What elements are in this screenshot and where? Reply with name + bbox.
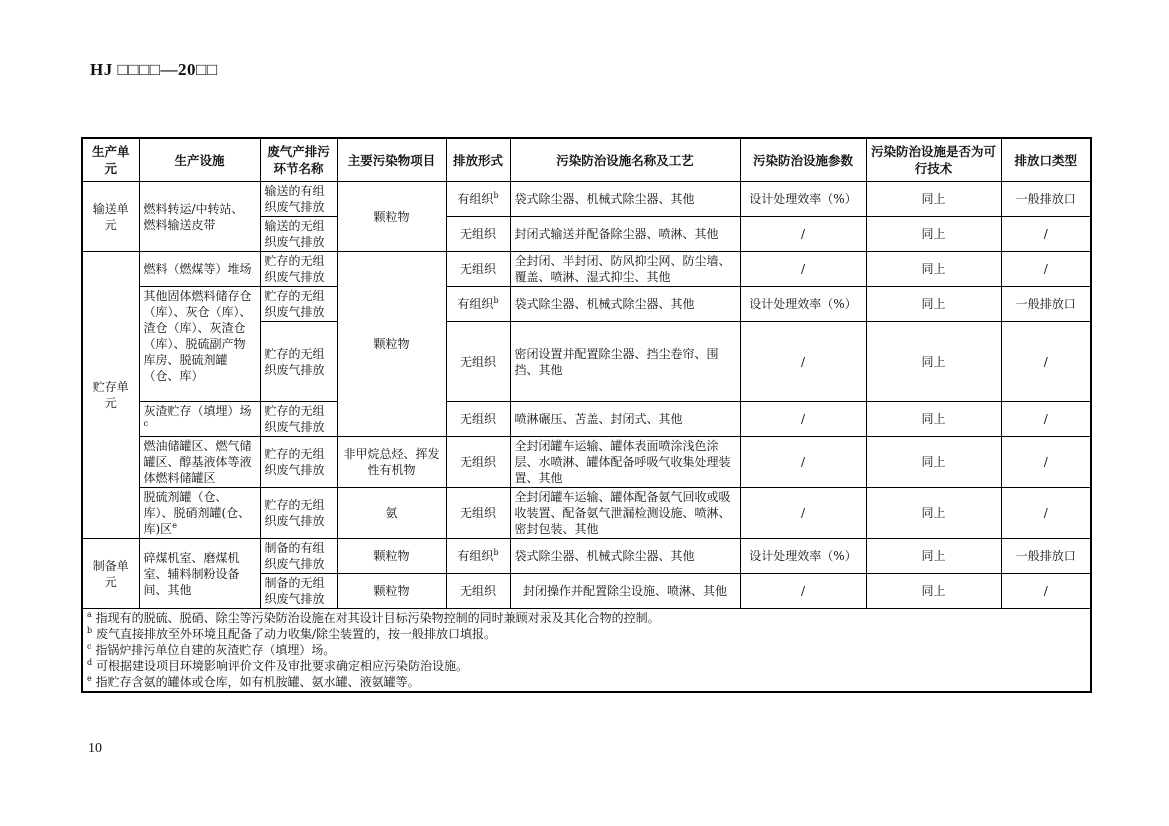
col-header-unit: 生产单元 [82,138,139,182]
pollutant-cell: 颗粒物 [337,252,446,437]
process-cell: 封闭操作并配置除尘设施、喷淋、其他 [510,574,740,609]
note-mark: e [87,674,92,683]
unit-cell: 输送单元 [82,182,139,252]
facility-cell: 其他固体燃料储存仓（库）、灰仓（库）、渣仓（库）、灰渣仓（库）、脱硫副产物库房、脱硫剂罐（仓、库） [139,287,260,402]
table-row [82,437,1091,488]
link-cell: 贮存的无组织废气排放 [260,402,337,437]
feasible-cell: 同上 [866,252,1001,287]
facility-cell [139,402,260,437]
facility-cell: 燃料（燃煤等）堆场 [139,252,260,287]
form-cell [446,182,510,217]
outlet-cell: / [1001,217,1091,252]
outlet-cell: 一般排放口 [1001,287,1091,322]
note-text: 可根据建设项目环境影响评价文件及审批要求确定相应污染防治设施。 [95,659,468,673]
process-cell: 封闭式输送并配备除尘器、喷淋、其他 [510,217,740,252]
link-cell: 制备的无组织废气排放 [260,574,337,609]
outlet-cell: 一般排放口 [1001,182,1091,217]
note-text: 废气直接排放至外环境且配备了动力收集/除尘装置的，按一般排放口填报。 [95,627,496,641]
link-cell: 贮存的无组织废气排放 [260,437,337,488]
feasible-cell: 同上 [866,182,1001,217]
form-cell: 无组织 [446,402,510,437]
col-header-pollutant: 主要污染物项目 [337,138,446,182]
table-row [82,287,1091,322]
link-cell: 贮存的无组织废气排放 [260,252,337,287]
process-cell: 袋式除尘器、机械式除尘器、其他 [510,182,740,217]
form-cell: 无组织 [446,574,510,609]
pollutant-cell: 氨 [337,488,446,539]
form-cell: 无组织 [446,488,510,539]
footnote-mark: b [493,548,499,557]
facility-cell: 碎煤机室、磨煤机室、辅料制粉设备间、其他 [139,539,260,609]
link-cell: 贮存的无组织废气排放 [260,322,337,402]
col-header-outlet: 排放口类型 [1001,138,1091,182]
feasible-cell: 同上 [866,539,1001,574]
link-cell: 输送的有组织废气排放 [260,182,337,217]
footnote-mark: c [143,419,148,428]
facility-text: 脱硫剂罐（仓、库）、脱硝剂罐(仓、库)区 [143,490,251,536]
param-cell: / [740,252,866,287]
notes-row [82,609,1091,693]
form-text: 有组织 [457,549,494,563]
outlet-cell: / [1001,437,1091,488]
note-text: 指贮存含氨的罐体或仓库，如有机胺罐、氨水罐、液氨罐等。 [95,675,420,689]
col-header-link: 废气产排污环节名称 [260,138,337,182]
form-cell: 无组织 [446,252,510,287]
form-text: 有组织 [457,297,494,311]
param-cell: 设计处理效率（%） [740,182,866,217]
note-mark: b [87,626,93,635]
outlet-cell: / [1001,322,1091,402]
feasible-cell: 同上 [866,437,1001,488]
note-mark: a [87,610,92,619]
feasible-cell: 同上 [866,287,1001,322]
note-item [87,674,1086,690]
param-cell: / [740,488,866,539]
param-cell: / [740,217,866,252]
outlet-cell: / [1001,488,1091,539]
link-cell: 输送的无组织废气排放 [260,217,337,252]
col-header-feasible: 污染防治设施是否为可行技术 [866,138,1001,182]
form-cell [446,287,510,322]
feasible-cell: 同上 [866,217,1001,252]
outlet-cell: / [1001,252,1091,287]
form-cell: 无组织 [446,322,510,402]
col-header-process: 污染防治设施名称及工艺 [510,138,740,182]
link-cell: 贮存的无组织废气排放 [260,287,337,322]
footnote-mark: b [493,296,499,305]
table-row [82,252,1091,287]
form-cell: 无组织 [446,217,510,252]
param-cell: / [740,437,866,488]
facility-cell [139,488,260,539]
standard-code-header: HJ □□□□—20□□ [90,60,218,79]
footnote-mark: b [493,191,499,200]
param-cell: / [740,322,866,402]
pollutant-cell: 颗粒物 [337,574,446,609]
feasible-cell: 同上 [866,488,1001,539]
pollutant-cell: 颗粒物 [337,539,446,574]
pollution-control-table [81,137,1092,693]
table-row [82,539,1091,574]
feasible-cell: 同上 [866,574,1001,609]
note-text: 指锅炉排污单位自建的灰渣贮存（填埋）场。 [95,643,336,657]
table-header-row [82,138,1091,182]
unit-cell: 贮存单元 [82,252,139,539]
form-cell: 无组织 [446,437,510,488]
process-cell: 全封闭罐车运输、罐体表面喷涂浅色涂层、水喷淋、罐体配备呼吸气收集处理装置、其他 [510,437,740,488]
outlet-cell: / [1001,574,1091,609]
unit-cell: 制备单元 [82,539,139,609]
note-mark: c [87,642,92,651]
process-cell: 密闭设置并配置除尘器、挡尘卷帘、围挡、其他 [510,322,740,402]
process-cell: 袋式除尘器、机械式除尘器、其他 [510,287,740,322]
table-row [82,402,1091,437]
link-cell: 贮存的无组织废气排放 [260,488,337,539]
pollutant-cell: 颗粒物 [337,182,446,252]
col-header-facility: 生产设施 [139,138,260,182]
col-header-param: 污染防治设施参数 [740,138,866,182]
col-header-form: 排放形式 [446,138,510,182]
param-cell: 设计处理效率（%） [740,539,866,574]
note-item [87,626,1086,642]
table-row [82,488,1091,539]
process-cell: 全封闭罐车运输、罐体配备氨气回收或吸收装置、配备氨气泄漏检测设施、喷淋、密封包装、其他 [510,488,740,539]
table-row [82,182,1091,217]
note-item [87,658,1086,674]
process-cell: 喷淋碾压、苫盖、封闭式、其他 [510,402,740,437]
process-cell: 袋式除尘器、机械式除尘器、其他 [510,539,740,574]
outlet-cell: 一般排放口 [1001,539,1091,574]
form-text: 有组织 [457,192,494,206]
param-cell: / [740,402,866,437]
facility-cell: 燃料转运/中转站、燃料输送皮带 [139,182,260,252]
note-text: 指现有的脱硫、脱硝、除尘等污染防治设施在对其设计目标污染物控制的同时兼顾对汞及其化合物的控制。 [95,611,660,625]
feasible-cell: 同上 [866,322,1001,402]
feasible-cell: 同上 [866,402,1001,437]
note-mark: d [87,658,93,667]
form-cell [446,539,510,574]
outlet-cell: / [1001,402,1091,437]
pollutant-cell: 非甲烷总烃、挥发性有机物 [337,437,446,488]
note-item [87,610,1086,626]
page-number: 10 [88,741,102,756]
facility-text: 灰渣贮存（填埋）场 [143,404,252,418]
link-cell: 制备的有组织废气排放 [260,539,337,574]
footnote-mark: e [172,521,177,530]
param-cell: / [740,574,866,609]
process-cell: 全封闭、半封闭、防风抑尘网、防尘墙、覆盖、喷淋、湿式抑尘、其他 [510,252,740,287]
param-cell: 设计处理效率（%） [740,287,866,322]
facility-cell: 燃油储罐区、燃气储罐区、醇基液体等液体燃料储罐区 [139,437,260,488]
note-item [87,642,1086,658]
notes-cell [82,609,1091,693]
